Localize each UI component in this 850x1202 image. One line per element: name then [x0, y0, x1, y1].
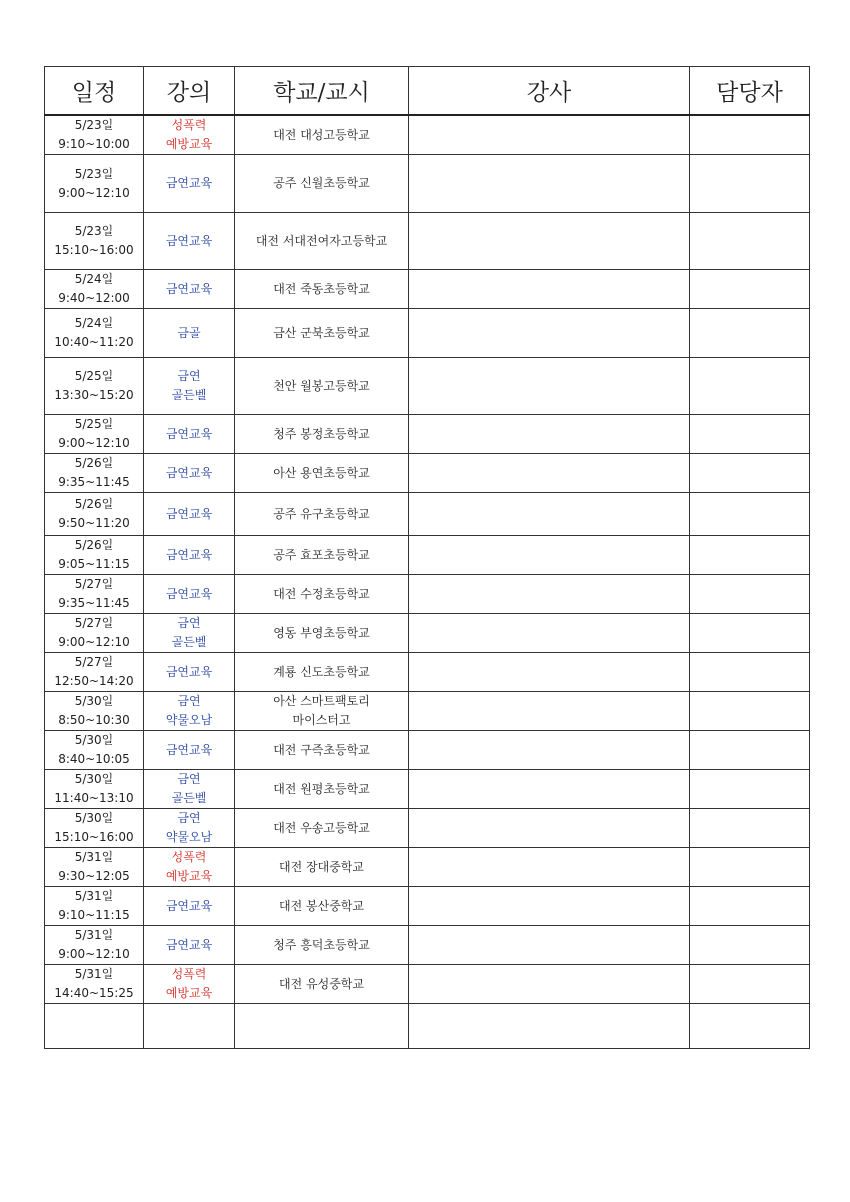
empty-date-cell[interactable] [45, 1004, 144, 1049]
table-row [45, 213, 810, 270]
school-text: 아산 스마트팩토리 [273, 694, 370, 708]
school-text: 아산 용연초등학교 [273, 465, 370, 480]
time-text: 15:10~16:00 [54, 243, 134, 257]
manager-cell[interactable] [690, 926, 810, 965]
lecture-text: 금연 [177, 694, 201, 708]
school-text: 계룡 신도초등학교 [273, 664, 370, 679]
time-text: 9:00~12:10 [58, 947, 130, 961]
table-row [45, 454, 810, 493]
time-text: 13:30~15:20 [54, 388, 134, 402]
school-text: 공주 유구초등학교 [273, 506, 370, 521]
table-row [45, 614, 810, 653]
lecture-text: 금연교육 [165, 664, 213, 679]
lecture-text: 성폭력 [171, 850, 207, 864]
date-text: 5/24일 [74, 316, 114, 330]
date-cell [45, 731, 144, 770]
manager-cell[interactable] [690, 770, 810, 809]
lecture-text: 금연교육 [165, 233, 213, 248]
header-instructor: 강사 [409, 67, 690, 116]
time-text: 15:10~16:00 [54, 830, 134, 844]
table-row [45, 770, 810, 809]
table-row [45, 115, 810, 155]
table-row [45, 415, 810, 454]
school-cell [235, 653, 409, 692]
school-cell [235, 770, 409, 809]
time-text: 9:40~12:00 [58, 291, 130, 305]
instructor-cell[interactable] [409, 213, 690, 270]
manager-cell[interactable] [690, 358, 810, 415]
header-manager: 담당자 [690, 67, 810, 116]
school-cell [235, 887, 409, 926]
instructor-cell[interactable] [409, 809, 690, 848]
lecture-cell [144, 770, 235, 809]
instructor-cell[interactable] [409, 965, 690, 1004]
school-text: 영동 부영초등학교 [273, 625, 370, 640]
instructor-cell[interactable] [409, 653, 690, 692]
school-text: 대전 대성고등학교 [273, 127, 370, 142]
schedule-body [45, 115, 810, 1049]
instructor-cell[interactable] [409, 848, 690, 887]
date-cell [45, 887, 144, 926]
lecture-cell [144, 155, 235, 213]
school-text: 천안 월봉고등학교 [273, 378, 370, 393]
date-cell [45, 358, 144, 415]
manager-cell[interactable] [690, 614, 810, 653]
manager-cell[interactable] [690, 454, 810, 493]
school-text: 대전 수정초등학교 [273, 586, 370, 601]
instructor-cell[interactable] [409, 270, 690, 309]
manager-cell[interactable] [690, 731, 810, 770]
lecture-cell [144, 213, 235, 270]
table-row [45, 358, 810, 415]
manager-cell[interactable] [690, 415, 810, 454]
date-text: 5/26일 [74, 497, 114, 511]
instructor-cell[interactable] [409, 926, 690, 965]
school-cell [235, 270, 409, 309]
table-row [45, 270, 810, 309]
school-text: 대전 구즉초등학교 [273, 742, 370, 757]
date-cell [45, 536, 144, 575]
time-text: 9:00~12:10 [58, 185, 130, 200]
date-cell [45, 692, 144, 731]
time-text: 9:35~11:45 [58, 475, 130, 489]
header-row [45, 67, 810, 116]
school-cell [235, 309, 409, 358]
manager-cell[interactable] [690, 309, 810, 358]
instructor-cell[interactable] [409, 155, 690, 213]
date-cell [45, 270, 144, 309]
instructor-cell[interactable] [409, 358, 690, 415]
time-text: 9:00~12:10 [58, 436, 130, 450]
manager-cell[interactable] [690, 653, 810, 692]
lecture-cell [144, 358, 235, 415]
table-row [45, 692, 810, 731]
school-text: 공주 효포초등학교 [273, 547, 370, 562]
instructor-cell[interactable] [409, 454, 690, 493]
time-text: 9:30~12:05 [58, 869, 130, 883]
lecture-text: 금연교육 [165, 465, 213, 480]
school-cell [235, 493, 409, 536]
date-cell [45, 926, 144, 965]
empty-row [45, 1004, 810, 1049]
school-cell [235, 155, 409, 213]
time-text: 9:35~11:45 [58, 596, 130, 610]
date-cell [45, 309, 144, 358]
schedule-table [44, 66, 810, 1049]
lecture-cell [144, 536, 235, 575]
lecture-cell [144, 575, 235, 614]
date-text: 5/27일 [74, 577, 114, 591]
lecture-text: 금골 [177, 325, 201, 340]
manager-cell[interactable] [690, 213, 810, 270]
date-text: 5/30일 [74, 694, 114, 708]
date-cell [45, 493, 144, 536]
date-cell [45, 809, 144, 848]
lecture-text: 약물오남 [165, 713, 213, 727]
instructor-cell[interactable] [409, 309, 690, 358]
lecture-cell [144, 965, 235, 1004]
manager-cell[interactable] [690, 270, 810, 309]
instructor-cell[interactable] [409, 770, 690, 809]
school-text: 금산 군북초등학교 [273, 325, 370, 340]
lecture-text: 금연 [177, 369, 201, 383]
lecture-cell [144, 887, 235, 926]
school-text: 청주 봉정초등학교 [273, 426, 370, 441]
lecture-cell [144, 614, 235, 653]
table-row [45, 493, 810, 536]
school-text: 대전 죽동초등학교 [273, 281, 370, 296]
date-cell [45, 653, 144, 692]
school-text: 청주 흥덕초등학교 [273, 937, 370, 952]
manager-cell[interactable] [690, 965, 810, 1004]
lecture-text: 금연 [177, 772, 201, 786]
date-cell [45, 454, 144, 493]
lecture-cell [144, 415, 235, 454]
date-text: 5/26일 [74, 538, 114, 552]
time-text: 8:40~10:05 [58, 752, 130, 766]
school-text: 대전 원평초등학교 [273, 781, 370, 796]
school-text: 공주 신월초등학교 [273, 176, 370, 190]
school-cell [235, 115, 409, 155]
date-text: 5/30일 [74, 811, 114, 825]
instructor-cell[interactable] [409, 415, 690, 454]
school-text: 대전 장대중학교 [279, 859, 364, 874]
lecture-text: 골든벨 [171, 635, 207, 649]
school-cell [235, 731, 409, 770]
school-cell [235, 926, 409, 965]
date-cell [45, 213, 144, 270]
header-lecture: 강의 [144, 67, 235, 116]
instructor-cell[interactable] [409, 614, 690, 653]
header-school: 학교/교시 [235, 67, 409, 116]
date-text: 5/30일 [74, 772, 114, 786]
date-text: 5/23일 [74, 118, 114, 132]
school-cell [235, 614, 409, 653]
manager-cell[interactable] [690, 536, 810, 575]
table-row [45, 848, 810, 887]
school-text: 대전 봉산중학교 [279, 898, 364, 913]
time-text: 9:05~11:15 [58, 557, 130, 571]
table-row [45, 809, 810, 848]
lecture-cell [144, 926, 235, 965]
lecture-text: 금연교육 [165, 426, 213, 441]
manager-cell[interactable] [690, 848, 810, 887]
school-cell [235, 965, 409, 1004]
manager-cell[interactable] [690, 575, 810, 614]
lecture-text: 금연교육 [165, 898, 213, 913]
table-row [45, 731, 810, 770]
lecture-cell [144, 653, 235, 692]
lecture-cell [144, 454, 235, 493]
date-cell [45, 155, 144, 213]
school-cell [235, 213, 409, 270]
lecture-text: 금연교육 [165, 742, 213, 757]
school-cell [235, 536, 409, 575]
date-cell [45, 770, 144, 809]
date-cell [45, 115, 144, 155]
time-text: 9:10~10:00 [58, 137, 130, 151]
lecture-cell [144, 731, 235, 770]
manager-cell[interactable] [690, 809, 810, 848]
school-cell [235, 692, 409, 731]
lecture-cell [144, 493, 235, 536]
instructor-cell[interactable] [409, 887, 690, 926]
lecture-cell [144, 848, 235, 887]
table-row [45, 965, 810, 1004]
date-text: 5/26일 [74, 456, 114, 470]
empty-instructor-cell[interactable] [409, 1004, 690, 1049]
time-text: 9:50~11:20 [58, 516, 130, 530]
date-cell [45, 848, 144, 887]
school-cell [235, 848, 409, 887]
date-text: 5/31일 [74, 889, 114, 903]
date-text: 5/27일 [74, 655, 114, 669]
lecture-text: 금연교육 [165, 586, 213, 601]
lecture-cell [144, 809, 235, 848]
instructor-cell[interactable] [409, 115, 690, 155]
lecture-text: 금연교육 [165, 176, 213, 190]
header-date: 일정 [45, 67, 144, 116]
school-text: 대전 우송고등학교 [273, 820, 370, 835]
school-cell [235, 575, 409, 614]
lecture-cell [144, 309, 235, 358]
time-text: 14:40~15:25 [54, 986, 134, 1000]
date-cell [45, 415, 144, 454]
instructor-cell[interactable] [409, 575, 690, 614]
date-text: 5/31일 [74, 850, 114, 864]
date-text: 5/31일 [74, 928, 114, 942]
instructor-cell[interactable] [409, 692, 690, 731]
table-row [45, 926, 810, 965]
time-text: 9:00~12:10 [58, 635, 130, 649]
manager-cell[interactable] [690, 115, 810, 155]
lecture-text: 금연교육 [165, 281, 213, 296]
empty-school-cell[interactable] [235, 1004, 409, 1049]
date-text: 5/23일 [74, 166, 114, 181]
manager-cell[interactable] [690, 155, 810, 213]
date-cell [45, 614, 144, 653]
time-text: 10:40~11:20 [54, 335, 134, 349]
date-cell [45, 965, 144, 1004]
table-row [45, 575, 810, 614]
time-text: 11:40~13:10 [54, 791, 134, 805]
school-cell [235, 415, 409, 454]
instructor-cell[interactable] [409, 536, 690, 575]
empty-lecture-cell[interactable] [144, 1004, 235, 1049]
lecture-text: 약물오남 [165, 830, 213, 844]
date-text: 5/24일 [74, 272, 114, 286]
time-text: 8:50~10:30 [58, 713, 130, 727]
date-text: 5/27일 [74, 616, 114, 630]
lecture-cell [144, 692, 235, 731]
table-row [45, 653, 810, 692]
time-text: 9:10~11:15 [58, 908, 130, 922]
table-row [45, 887, 810, 926]
school-cell [235, 454, 409, 493]
date-text: 5/30일 [74, 733, 114, 747]
lecture-text: 성폭력 [171, 967, 207, 981]
date-text: 5/25일 [74, 417, 114, 431]
school-text: 마이스터고 [292, 713, 351, 727]
school-cell [235, 358, 409, 415]
manager-cell[interactable] [690, 692, 810, 731]
manager-cell[interactable] [690, 887, 810, 926]
table-row [45, 309, 810, 358]
instructor-cell[interactable] [409, 731, 690, 770]
table-row [45, 155, 810, 213]
lecture-text: 예방교육 [165, 869, 213, 883]
date-text: 5/23일 [74, 224, 114, 238]
school-cell [235, 809, 409, 848]
time-text: 12:50~14:20 [54, 674, 134, 688]
lecture-text: 골든벨 [171, 388, 207, 402]
lecture-text: 금연교육 [165, 937, 213, 952]
lecture-text: 예방교육 [165, 986, 213, 1000]
school-text: 대전 유성중학교 [279, 976, 364, 991]
lecture-text: 예방교육 [165, 137, 213, 151]
date-text: 5/25일 [74, 369, 114, 383]
lecture-text: 성폭력 [171, 118, 207, 132]
date-cell [45, 575, 144, 614]
lecture-text: 금연 [177, 616, 201, 630]
date-text: 5/31일 [74, 967, 114, 981]
lecture-text: 금연 [177, 811, 201, 825]
manager-cell[interactable] [690, 493, 810, 536]
empty-manager-cell[interactable] [690, 1004, 810, 1049]
lecture-cell [144, 270, 235, 309]
lecture-cell [144, 115, 235, 155]
school-text: 대전 서대전여자고등학교 [255, 233, 388, 248]
lecture-text: 금연교육 [165, 547, 213, 562]
table-row [45, 536, 810, 575]
instructor-cell[interactable] [409, 493, 690, 536]
lecture-text: 골든벨 [171, 791, 207, 805]
lecture-text: 금연교육 [165, 506, 213, 521]
